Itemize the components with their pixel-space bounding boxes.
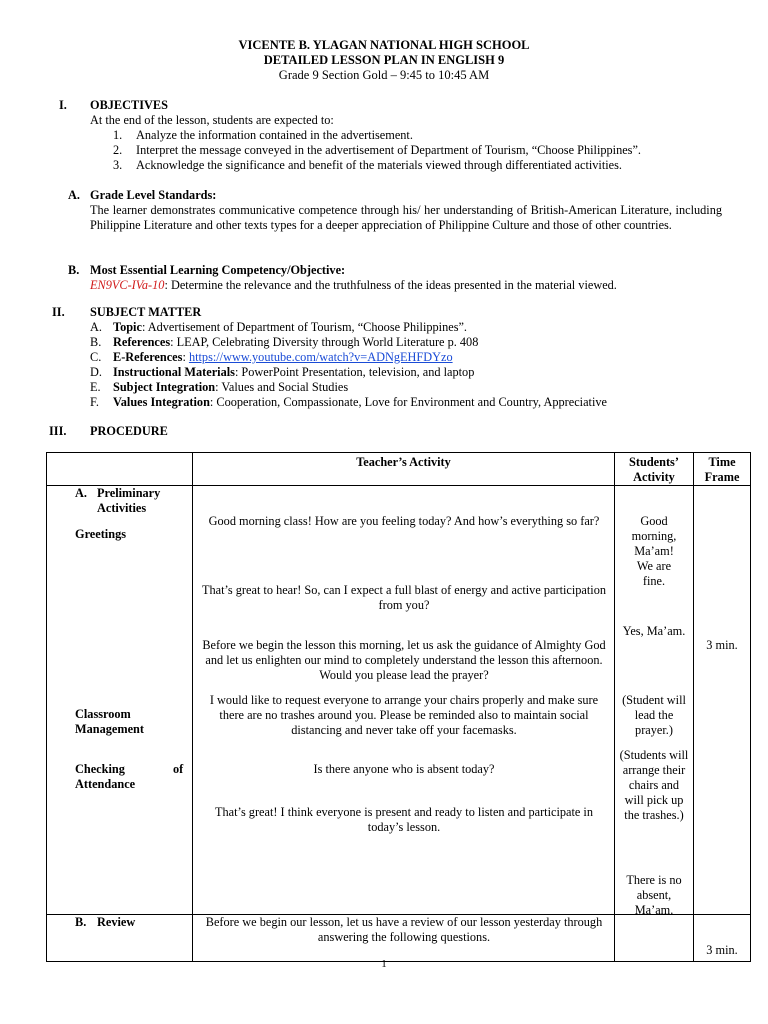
review-teacher-cell [193, 915, 615, 962]
teacher-line: I would like to request everyone to arrange your chairs properly and make sure there are no trashes around you. Please be reminded also to maintain social distancing and never take off your facemasks. [209, 693, 599, 737]
subject-matter-heading: SUBJECT MATTER [90, 305, 202, 319]
objectives-intro: At the end of the lesson, students are expected to: [90, 113, 334, 127]
objective-number: 1. [113, 128, 123, 142]
subject-item-subject-integration: Subject Integration: Values and Social Studies [113, 380, 349, 394]
competency-text: : Determine the relevance and the truthfulness of the ideas presented in the material viewed. [164, 278, 617, 292]
students-activity-cell [615, 486, 694, 915]
teacher-line: Before we begin the lesson this morning, let us ask the guidance of Almighty God and let us enlighten our mind to completely understand the lesson this afternoon. Would you please lead the prayer? [202, 638, 606, 682]
time-frame-cell [694, 486, 751, 915]
review-label-cell [47, 915, 193, 962]
grade-level-text: The learner demonstrates communicative competence through his/ her understanding of British-American Literature, including Philippine Literature and other texts types for a deeper appreciation of Philippine Culture and those of other countries. [90, 203, 722, 232]
label-checking: Checking [75, 762, 125, 776]
review-time-cell [694, 915, 751, 962]
review-heading: Review [97, 915, 136, 929]
review-time-value: 3 min. [706, 943, 738, 957]
table-header-empty [47, 453, 193, 486]
student-response: There is no absent, Ma’am. [626, 873, 682, 917]
label-attendance: Attendance [75, 777, 136, 791]
procedure-table [46, 452, 751, 962]
subject-item-letter: F. [90, 395, 99, 409]
table-header-row [47, 453, 751, 486]
teacher-line: Good morning class! How are you feeling today? And how’s everything so far? [208, 514, 600, 528]
label-of: of [173, 762, 184, 776]
subject-item-e-references: E-References: https://www.youtube.com/watch?v=ADNgEHFDYzo [113, 350, 453, 364]
preliminary-letter: A. [75, 486, 87, 500]
objectives-numeral: I. [59, 98, 67, 112]
grade-level-letter: A. [68, 188, 80, 202]
subject-item-letter: C. [90, 350, 102, 364]
objective-number: 3. [113, 158, 123, 172]
table-row-review [47, 915, 751, 962]
subject-item-references: References: LEAP, Celebrating Diversity through World Literature p. 408 [113, 335, 479, 349]
procedure-heading: PROCEDURE [90, 424, 168, 438]
column-header-teacher: Teacher’s Activity [193, 453, 615, 486]
objective-item: Interpret the message conveyed in the advertisement of Department of Tourism, “Choose Philippines”. [136, 143, 641, 157]
subject-item-letter: E. [90, 380, 101, 394]
page-number: 1 [381, 958, 387, 970]
subject-item-letter: B. [90, 335, 102, 349]
objective-item: Analyze the information contained in the advertisement. [136, 128, 413, 142]
objectives-heading: OBJECTIVES [90, 98, 168, 112]
document-title: DETAILED LESSON PLAN IN ENGLISH 9 [263, 53, 505, 67]
teacher-line: That’s great to hear! So, can I expect a full blast of energy and active participation from you? [201, 583, 607, 612]
table-row-preliminary [47, 486, 751, 915]
subject-item-topic: Topic: Advertisement of Department of Tourism, “Choose Philippines”. [113, 320, 468, 334]
preliminary-labels-cell [47, 486, 193, 915]
subject-matter-numeral: II. [52, 305, 65, 319]
competency-line [90, 278, 617, 293]
column-header-students: Students’ Activity [615, 453, 694, 486]
student-response: (Student will lead the prayer.) [622, 693, 686, 737]
review-teacher-text: Before we begin our lesson, let us have a review of our lesson yesterday through answering the following questions. [205, 915, 603, 944]
teacher-line: That’s great! I think everyone is present and ready to listen and participate in today’s lesson. [215, 805, 593, 834]
grade-level-heading: Grade Level Standards: [90, 188, 217, 202]
student-response: Yes, Ma’am. [622, 624, 686, 638]
competency-heading: Most Essential Learning Competency/Objective: [90, 263, 346, 277]
youtube-link[interactable]: https://www.youtube.com/watch?v=ADNgEHFDYzo [188, 350, 453, 364]
objective-number: 2. [113, 143, 123, 157]
subject-item-materials: Instructional Materials: PowerPoint Presentation, television, and laptop [113, 365, 475, 379]
student-response: Good morning, Ma’am! We are fine. [631, 514, 677, 588]
subject-item-letter: D. [90, 365, 102, 379]
competency-code: EN9VC-IVa-10 [90, 278, 165, 292]
procedure-numeral: III. [49, 424, 67, 438]
review-letter: B. [75, 915, 87, 929]
label-greetings: Greetings [75, 527, 127, 541]
student-response: (Students will arrange their chairs and will pick up the trashes.) [619, 748, 689, 822]
preliminary-heading: Preliminary Activities [97, 486, 161, 515]
review-students-cell [615, 915, 694, 962]
objective-item: Acknowledge the significance and benefit of the materials viewed through differentiated activities. [136, 158, 623, 172]
time-value: 3 min. [706, 638, 738, 652]
school-name: VICENTE B. YLAGAN NATIONAL HIGH SCHOOL [238, 38, 530, 52]
subject-item-values-integration: Values Integration: Cooperation, Compassionate, Love for Environment and Country, Appreciative [113, 395, 607, 409]
document-subtitle: Grade 9 Section Gold – 9:45 to 10:45 AM [278, 68, 490, 82]
competency-letter: B. [68, 263, 80, 277]
teacher-activity-cell [193, 486, 615, 915]
label-classroom-management: Classroom Management [75, 707, 144, 736]
subject-item-letter: A. [90, 320, 102, 334]
teacher-line: Is there anyone who is absent today? [313, 762, 495, 776]
column-header-time: Time Frame [694, 453, 751, 486]
